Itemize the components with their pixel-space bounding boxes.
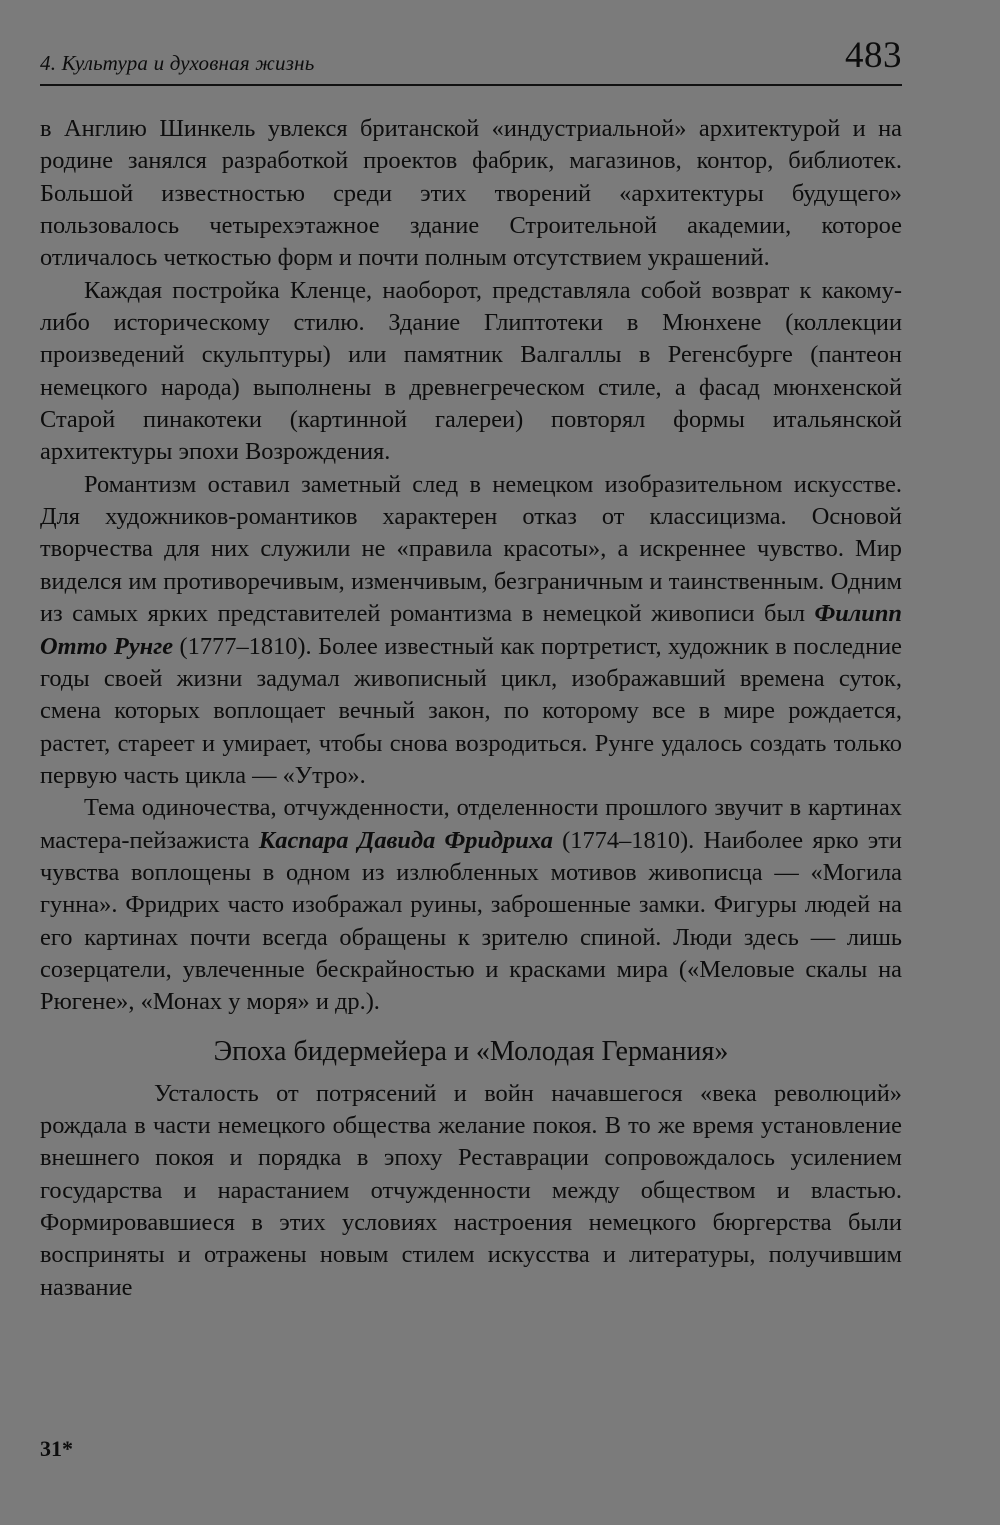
book-page [40,0,902,1525]
running-header [40,35,902,86]
paragraph-text: (1777–1810). Более известный как портретист, художник в последние годы своей жизни задумал живописный цикл, изображавший времена суток, смена которых воплощает вечный закон, по которому все в мире рождается, растет, стареет и умирает, чтобы снова возродиться. Рунге удалось создать только первую часть цикла — «Утро». [40,632,902,789]
emphasized-name: Каспара Давида Фридриха [258,826,553,854]
paragraph-text: (1774–1810). Наиболее ярко эти чувства воплощены в одном из излюбленных мотивов живописца — «Могила гунна». Фридрих часто изображал руины, заброшенные замки. Фигуры людей на его картинах почти всегда обращены к зрителю спиной. Люди здесь — лишь созерцатели, увлеченные бескрайностью и красками мира («Меловые скалы на Рюгене», «Монах у моря» и др.). [40,826,902,1016]
paragraph-continuation: в Англию Шинкель увлекся британской «индустриальной» архитектурой и на родине занялся разработкой проектов фабрик, магазинов, контор, библиотек. Большой известностью среди этих творений «архитектуры будущего» пользовалось четырехэтажное здание Строительной академии, которое отличалось четкостью форм и почти полным отсутствием украшений. [40,115,902,272]
paragraph-text: Тема одиночества, отчужденности, отделенности прошлого звучит в картинах мастера-пейзажиста [40,794,902,854]
section-heading: Эпоха бидермейера и «Молодая Германия» [213,1035,729,1067]
running-title: 4. Культура и духовная жизнь [40,51,315,75]
page-body [40,113,902,1304]
paragraph-text: Романтизм оставил заметный след в немецком изобразительном искусстве. Для художников-романтиков характерен отказ от классицизма. Основой творчества для них служили не «правила красоты», а искреннее чувство. Мир виделся им противоречивым, изменчивым, безграничным и таинственным. Одним из самых ярких представителей романтизма в немецкой живописи был [40,470,902,628]
signature-mark: 31* [40,1436,73,1461]
paragraph-klenze: Каждая постройка Кленце, наоборот, представляла собой возврат к какому-либо историческому стилю. Здание Глиптотеки в Мюнхене (коллекции произведений скульптуры) или памятник Валгаллы в Регенсбурге (пантеон немецкого народа) выполнены в древнегреческом стиле, а фасад мюнхенской Старой пинакотеки (картинной галереи) повторял формы итальянской архитектуры эпохи Возрождения. [40,276,902,466]
page-number: 483 [845,35,902,76]
paragraph-runge [40,469,902,792]
paragraph-friedrich [40,792,902,1018]
paragraph-biedermeier: Усталость от потрясений и войн начавшегося «века революций» рождала в части немецкого общества желание покоя. В то же время установление внешнего покоя и порядка в эпоху Реставрации сопровождалось усилением государства и нарастанием отчужденности между обществом и властью. Формировавшиеся в этих условиях настроения немецкого бюргерства были восприняты и отражены новым стилем искусства и литературы, получившим название [40,1079,902,1301]
emphasized-name: Филипп Отто Рунге [40,600,902,660]
